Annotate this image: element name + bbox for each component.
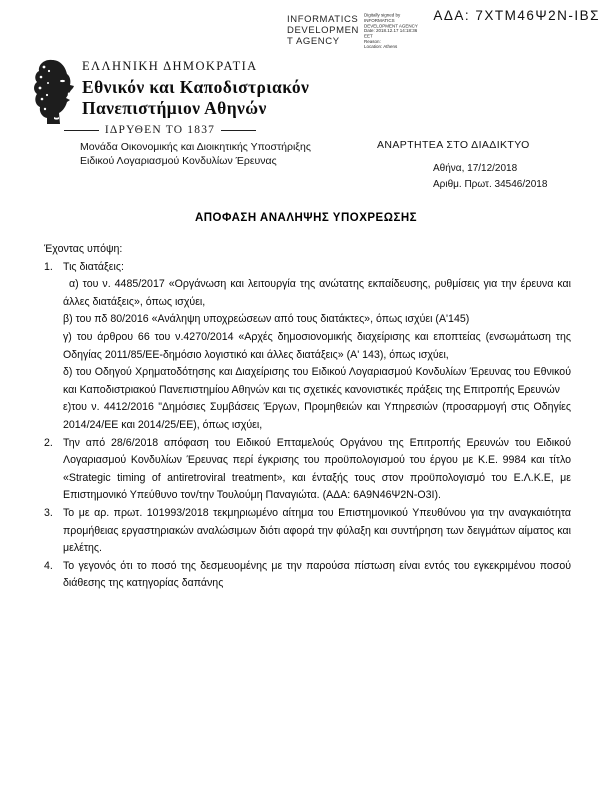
stamp-detail-line: EET: [364, 33, 373, 40]
stamp-detail-line: Digitally signed by: [364, 13, 401, 19]
item1-sub-e: ε)του ν. 4412/2016 "Δημόσιες Συμβάσεις Έργων, Προμηθειών και Υπηρεσιών (προσαρμογή στις Οδηγίες 2014/24/ΕΕ και 2014/25/ΕΕ), όπως ισχύει,: [63, 401, 571, 431]
list-item-number: 1.: [44, 260, 53, 273]
web-posting-label: ΑΝΑΡΤΗΤΕΑ ΣΤΟ ΔΙΑΔΙΚΤΥΟ: [377, 139, 530, 151]
hellenic-republic-label: ΕΛΛΗΝΙΚΗ ΔΗΜΟΚΡΑΤΙΑ: [82, 59, 258, 73]
stamp-agency-name: [287, 14, 359, 55]
list-item-number: 4.: [44, 559, 53, 572]
university-name-line2: Πανεπιστήμιον Αθηνών: [82, 98, 267, 118]
document-title: ΑΠΟΦΑΣΗ ΑΝΑΛΗΨΗΣ ΥΠΟΧΡΕΩΣΗΣ: [194, 212, 418, 224]
protocol-number: Αριθμ. Πρωτ. 34546/2018: [433, 179, 548, 190]
founded-label: ΙΔΡΥΘΕΝ ΤΟ 1837: [104, 124, 216, 136]
list-item-number: 2.: [44, 436, 53, 449]
item1-sub-b: β) του πδ 80/2016 «Ανάληψη υποχρεώσεων από τους διατάκτες», όπως ισχύει (Α'145): [63, 313, 470, 326]
stamp-detail-line: DEVELOPMENT AGENCY: [364, 23, 418, 29]
list-item-4: [44, 558, 571, 593]
ada-code: ΑΔΑ: 7ΧΤΜ46Ψ2Ν-ΙΒΣ: [433, 8, 600, 23]
list-item-text: [63, 435, 571, 505]
issuing-unit: [80, 141, 311, 168]
list-item-1: [44, 259, 571, 435]
founded-1837-row: [64, 124, 256, 136]
unit-line2: Ειδικού Λογαριασμού Κονδυλίων Έρευνας: [80, 154, 277, 167]
list-item-text: [63, 558, 571, 593]
intro-line: Έχοντας υπόψη:: [44, 243, 123, 255]
stamp-detail-line: INFORMATICS: [364, 18, 395, 24]
list-item-text: [63, 505, 571, 558]
item4-text: Το γεγονός ότι το ποσό της δεσμευομένης με την παρούσα πίστωση είναι εντός του εγκεκριμένου ποσού διάθεσης της κατηγορίας δαπάνης: [63, 559, 571, 590]
item2-text: Την από 28/6/2018 απόφαση του Ειδικού Επταμελούς Οργάνου της Επιτροπής Ερευνών του Ειδικού Λογαριασμού Κονδυλίων Έρευνας περί έγκρισης του προϋπολογισμού του έργου με Κ.Ε. 9984 και τίτλο «Strategic timing of antiretroviral treatment», και ένταξής τους στον προϋπολογισμό του Ε.Λ.Κ.Ε, με Επιστημονικό Υπεύθυνο τον/την Τουλούμη Παναγιώτα. (ΑΔΑ: 6Α9Ν46Ψ2Ν-Ο3Ι).: [63, 436, 571, 502]
unit-line1: Μονάδα Οικονομικής και Διοικητικής Υποστήριξης: [80, 141, 311, 153]
stamp-agency-line: T AGENCY: [287, 36, 340, 47]
letterhead: [82, 59, 309, 119]
item1-lead: Τις διατάξεις:: [63, 260, 124, 273]
list-item-text: [63, 259, 571, 435]
stamp-detail-line: Date: 2018.12.17 14:18:36: [364, 28, 418, 35]
item3-text: Το με αρ. πρωτ. 101993/2018 τεκμηριωμένο αίτημα του Επιστημονικού Υπευθύνου για την αναγκαιότητα προμήθειας εργαστηριακών αναλώσιμων διότι αφορά την φύλαξη και συντήρηση των δειγμάτων αίματος και μελέτης.: [63, 506, 571, 555]
item1-sub-d: δ) του Οδηγού Χρηματοδότησης και Διαχείρισης του Ειδικού Λογαριασμού Κονδυλίων Έρευνας του Εθνικού και Καποδιστριακού Πανεπιστημίου Αθηνών και τις σχετικές κανονιστικές πράξεις της Επιτροπής Ερευνών: [63, 366, 571, 396]
stamp-detail-line: Location: Athens: [364, 44, 398, 50]
stamp-detail-line: Reason:: [364, 39, 381, 45]
list-item-number: 3.: [44, 506, 53, 519]
stamp-agency-line: DEVELOPMEN: [287, 25, 359, 36]
list-item-2: [44, 435, 571, 505]
item1-sub-a: α) του ν. 4485/2017 «Οργάνωση και λειτουργία της ανώτατης εκπαίδευσης, ρυθμίσεις για την έρευνα και άλλες διατάξεις», όπως ισχύει,: [63, 278, 571, 308]
stamp-signature-details: [364, 14, 418, 51]
item1-sub-c: γ) του άρθρου 66 του ν.4270/2014 «Αρχές δημοσιονομικής διαχείρισης και εποπτείας (ενσωμάτωση της Οδηγίας 2011/85/ΕΕ-δημόσιο λογιστικό και άλλες διατάξεις» (Α' 143), όπως ισχύει,: [63, 330, 571, 361]
stamp-agency-line: INFORMATICS: [287, 14, 359, 25]
place-date: Αθήνα, 17/12/2018: [433, 163, 518, 174]
document-body: [44, 241, 571, 593]
digital-signature-stamp: [287, 14, 424, 55]
left-rule: [64, 130, 99, 131]
university-name-line1: Εθνικόν και Καποδιστριακόν: [82, 77, 310, 97]
right-rule: [221, 130, 256, 131]
university-emblem-athena-icon: [32, 57, 78, 127]
list-item-3: [44, 505, 571, 558]
